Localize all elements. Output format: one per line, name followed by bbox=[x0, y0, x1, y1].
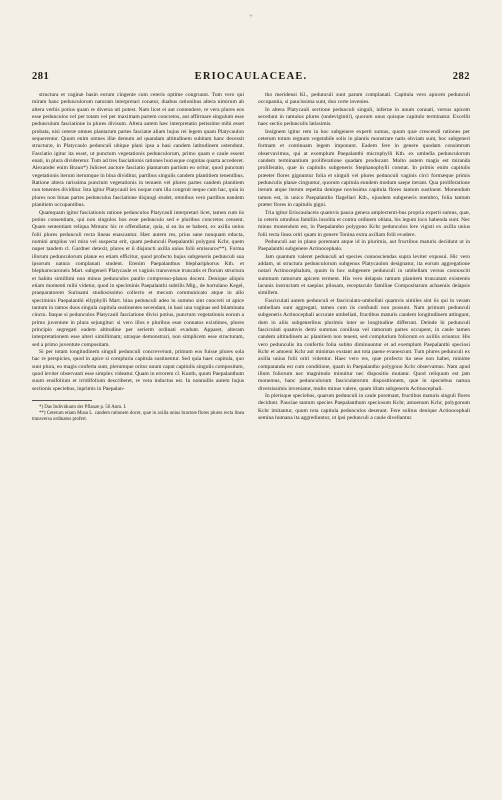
paragraph: tho meridensi Kl., pedunculi sunt parum complanati. Capitula vero apicem pedunculi occupantia, si paucissima sunt, duo certe invenies. bbox=[258, 92, 470, 106]
paragraph: In altera Platycauli sectione pedunculi singuli, inferne in unum connati, versus apicem secedunt in ramulos plures (undevigintii), quorum unus quisque capitulo terminatur. Excellit haec sectio pedunculis latissimis. bbox=[258, 106, 470, 128]
paragraph: Jam quantum valeret pedunculi ad species connosciendas supra leviter exposui. Hic vero addam, ut structura pedunculorum subgenus Platycaulon designatur, ita eorum aggregatione notari Actinocephalum, quum in hoc subgenere pedunculi in umbellam versus connosciti summum ramorum apicem terment. His vero delapsis ramum planitem truncatam existentis lacunis instructam et saepius pilosam, receptaculo familiae Compositarum achaeniis delapsis simillem. bbox=[258, 253, 470, 297]
footnote-rule bbox=[32, 400, 92, 401]
page-number-left: 281 bbox=[32, 71, 50, 82]
page-number-right: 282 bbox=[452, 71, 470, 82]
footnote: *) Das Individuum der Pflanze p. 56 Anm. I. bbox=[39, 405, 127, 411]
running-header bbox=[32, 71, 470, 85]
paragraph: Pedunculi aut in plano poremant atque id in plurimis, aut fructibus maturis decidunt ut in Paepalanthi subgenere Actinocephalo. bbox=[258, 238, 470, 253]
paragraph: Si per totam longitudinem singuli pedunculi concreverunt, primum eos fuisse plures sola hac re perspicies, quod in apice si compluria capitula sustinentur. Sed quia haec capitula, quo sunt plura, eo magis conferta sunt, plerumque oritur unum caput capitulis singulis compositum, quod leviter observanti esse simplex videatur. Quam in errorem cl. Kunth, quum Paepalanthum suum ensifolium et irridifolium describeret, re vera inductus est. In nonnullis autem hujus sectionis speciebus, inprimis in Paepalan- bbox=[32, 349, 244, 392]
right-column bbox=[258, 92, 470, 422]
printer-mark: + bbox=[249, 12, 253, 20]
paragraph: Fasciculati autem pedunculi et fasciculato-umbellati quamvis similes sint iis qui in veram umbellam sunt aggregati, tamen cum iis confundi non possunt. Nam primum pedunculi subgeneris Actinocephali accurate umbellati, fructibus maturis candem longitudinem attingunt, dum in aliis subgeneribus plurimis inter se longitudine differunt. Deinde hi pedunculi fasciculati quamvis demi summas conilissa vel ramorum partes occupent, in caule tamen candem altitudinem ac planitiem non tenent, sed complurium foliorum ex axillis oriuntur. His vero pedunculis ita confertis folia subito diminuuntur et ad exemplum Paepalanthi speciosi Kchr et amoeni Kchr aut minimas exstant aut tota paene evanescunt. Tum plures pedunculi ex axilla unius folii oriri videntur. Haec vero res, quæ profecto ita sese non habet, minime comparanda est cum conditione, quam in Paepalantho polygono Kchr observamus. Nam apud illum foliorum nec magnitudo minuitur nec dispositio mutatur. Quod reliquum est jam monemus, hanc pedunculorum fasciculatorum dispositionem, quæ in speciebus natura diversissimis inveniatur, multo minus valere, quam illam subgeneris Actinocephali. bbox=[258, 297, 470, 392]
paragraph: In plerisque speciebus, quarum pedunculi in caule poremant, fructibus maturis singuli flores decidunt. Pauciae tantum species Paepalanthum speciosum Kchr, amoenum Kchr, polygonum Kchr imitantur, quum tota capitula pedunculos deserant. Fere solitus denique Actinocephali semina humana ita aggrediuntur, ut ipsi pedunculi a caule divellantur. bbox=[258, 393, 470, 422]
paragraph: Quamquam igitur fasciationis ratione pedunculos Platycauli interpretari licet, tamen cum iis potius consentiam, qui non singulos hos esse pedunculo sed e pluribus concretos censent. Quam sententiam reliqua Mrnunc hic re offendiatur, quia, si ea ita se habent, ex axilla unius folii plures pedunculi recta lineas enascantur. Hæc autem res, prius sane nunquam educta, nomini amplius vel mira vel suspecta erit, quam pedunculi Paepalanthi polygoni Kchr, quem nuper tandem cl. Gardner detexit, plures et ii disjuncti axilla unius folii emissuros**). Forma illorum pedunculorum planæ eo etiam efficitur, quod profecto hujus subgeneris pedunculi sua ipsorum natura complanati student. Etenim Paepalanthus blephariphorus Kth. et blepharocaroneis Mart. subgeneri Platycaule et vaginis transversæ truncatis et florum structura et habitu simillimi non minus pedunculos paullo compresso-planos docent. Denique aliquis etiam momenti mihi videtur, quod in speciminis Paepalanthi subtilis Mig., de hortulano Kegel, praeparatorem Surinami studiosissimo collecto et mecum communicato atque in allo speciminis Paepalanthi ellyphylli Mart. bina pedunculi adeo in summo sint concreti ut apice tantum in ramos duos singula capitula sustinentes secendant, in basi una vaginas sed bilaminata cinctu. Itaque si pedunculos Platycauli fasciatione divisi potius, punctum vegetationis eorum a primo juventute in plura sejungitur: si vero illos e pluribus esse connatos existimes, plures principio segregati eadem altitudine per serierm ordinati evadunt. Apparet, alteram interpretationem esse alteri simillimam; utraque demonstrari, non simplicem esse structuram, sed a primo juventute compositam. bbox=[32, 209, 244, 348]
running-title: ERIOCAULACEAE. bbox=[194, 71, 308, 82]
left-column bbox=[32, 92, 244, 423]
paragraph: structura et vaginæ basin eorum cingente cum ceteris optime congruunt. Tum vero qui miram hanc pedunculorum naturam interpretari conatur, duabus rationibus altera nimirum ab altera verbis potius quam re diversa uti potest. Nam licet ei aut contendere, re vera plures eos esse pedunculos vel per totam vel per maximam partem concretos, aut affirmare singulum esse pedunculum fasciatione in plures divisum. Altera autem hæc interpretatio petissime mihi esset probata, nisi ceteræ omnes plantarum partes fasciatæ aliam hujus rei legem quam Platycaulon sequerentur. Quum enim omnes illæ demum ad quandam altitudinem subitam hanc decessit structuræ, in Platycaulo pedunculi ubique plani ipsa a basi candem latitudinem ostendunt. Fasciatio igitur ita esset, ut punctum vegetationis pedunculorum, primo quam e caule essent enati, in plura divideretur. Tum ad tres fasciationis rationes hucusque cognitas quarta accederet. Alexander enim Braun*) Juliceet auctore fasciatio plantarum partium eo oritur, quod punctum vegetationis iterum iterumque in bina dividitur, partibus singulis candem plantitiem tenentibus. Ratione altera rarissima punctum vegetationis in tenuem vel plures partes candem planitiem non tenentes dividitur. Ista igitur Platycauli lex noque cum illa congrnit neque cum hac, quia in plures non binas partes pedunculus fasciatione disjungi studet, omnibus vero partibus eandem planitiem occupantibus. bbox=[32, 92, 244, 209]
paragraph: Insignem igitur rem in hoc subgenere experti sumus, quum quæ crescendi rationes per ceterum totum regnum vegetabile solis in plantis monstrare natis obviam sunt, hoc subgeneri formam et continuam legem imponunt. Eadem fere in genere quodam consimrum observavimus, qui at exemplum Paepalanthi microphylli Kth. ex umbella pedunculorum candem terminantium proliferatione quadam producant. Multo autem magis est miranda proliferatio, quæ in capitulis subgeneris Stephanophylli constat. In primis enim capitulis præeter flores gignuntur folia et singuli vel plures pedunculi vaginis circi formæque primis pedunculis planæ cinguntur, quorum capitula eundem modum saepe iterant. Qua proliferatione iterum atque iterum repetita denique novissima capitula flores tantum sustinent. Monendum tamen est, in unico Paepalantho flagellari Kth., ejusdem subgeneris membro, folia tantum præter flores in capitulis gigni. bbox=[258, 128, 470, 209]
paragraph: Tria igitur Eriocaulaceis quamvis pauca genera amplectenti-bus propria experti sumus, quæ, in ceteris omnibus familiis insolita et contra ordinem oblata, his legum loco habenda sunt. Nec minus monendum est, in Paepalantho polygono Kchr pedunculos lere vigisti ex axilla unius folii recta linea oriri quam in genere Tonina extra axillam folii evadere. bbox=[258, 209, 470, 238]
footnote: **) Ceterum etiam Musa L. candem rationem docet, quæ in axilla unius bracteæ flores plures recta linea transversa ordinatos profert. bbox=[32, 411, 244, 423]
